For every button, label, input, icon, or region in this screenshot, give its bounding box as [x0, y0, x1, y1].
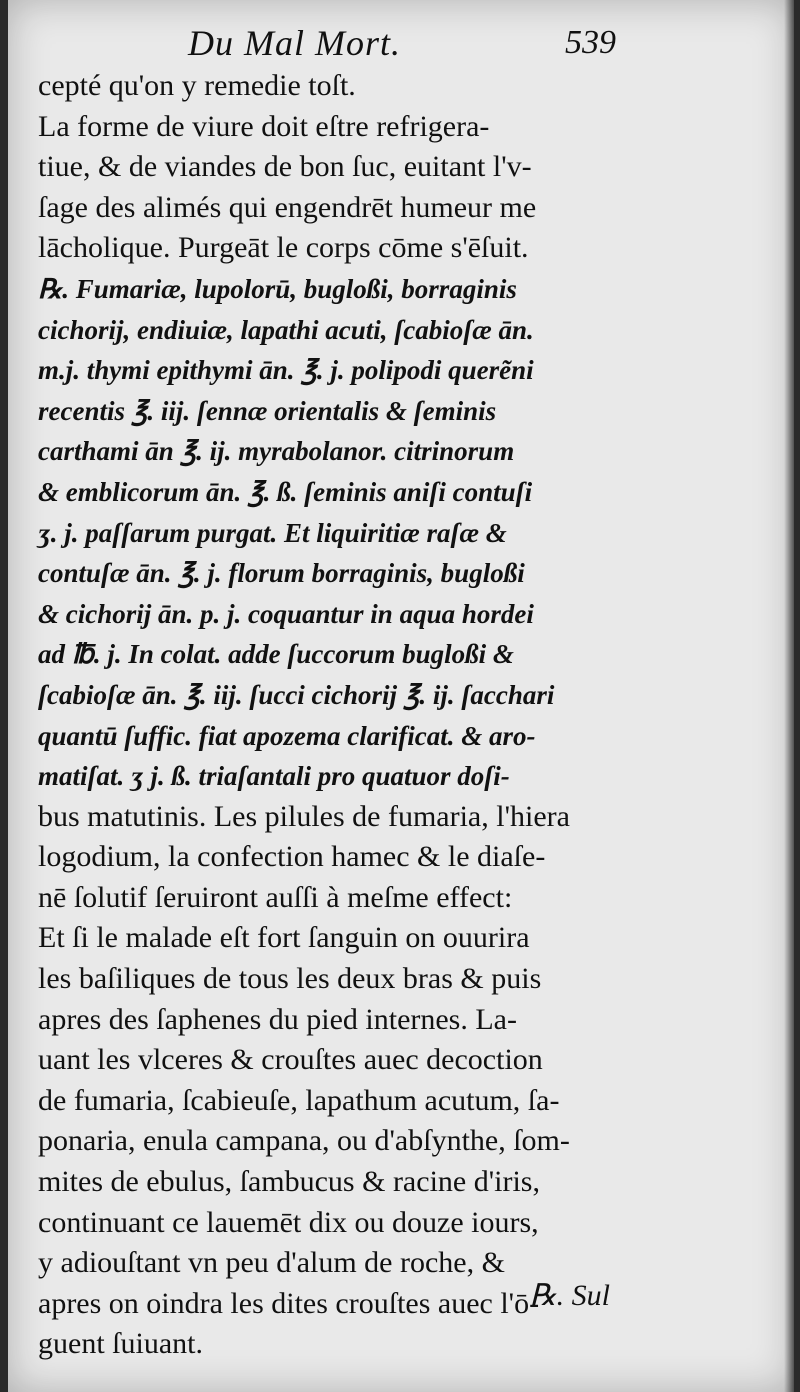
text-line: tiue, & de viandes de bon ſuc, euitant l'v- — [38, 150, 532, 184]
text-line: ponaria, enula campana, ou d'abſynthe, ſom- — [38, 1124, 570, 1158]
recipe-line: ℞. Fumariæ, lupolorū, bugloßi, borraginis — [38, 273, 517, 304]
recipe-line: quantū ſuffic. fiat apozema clarificat. & aro- — [38, 720, 536, 751]
text-line: lācholique. Purgeāt le corps cōme s'ēſuit. — [38, 231, 529, 265]
catchword: ℞. Sul — [529, 1279, 610, 1312]
page-header — [8, 22, 794, 70]
text-line: y adiouſtant vn peu d'alum de roche, & — [38, 1246, 505, 1280]
recipe-line: ʒ. j. paſſarum purgat. Et liquiritiæ raſæ & — [38, 517, 507, 548]
recipe-line: cichorij, endiuiæ, lapathi acuti, ſcabioſæ ān. — [38, 314, 534, 345]
text-line: guent ſuiuant. — [38, 1327, 203, 1361]
text-line: ſage des alimés qui engendrēt humeur me — [38, 190, 537, 224]
recipe-line: m.j. thymi epithymi ān. ℥. j. polipodi querẽni — [38, 355, 534, 386]
text-line: Et ſi le malade eſt fort ſanguin on ouurira — [38, 921, 530, 955]
running-title: Du Mal Mort. — [188, 23, 401, 63]
recipe-line: & emblicorum ān. ℥. ß. ſeminis aniſi contuſi — [38, 476, 533, 507]
text-line: de fumaria, ſcabieuſe, lapathum acutum, ſa- — [38, 1083, 560, 1117]
text-line: logodium, la confection hamec & le diaſe- — [38, 840, 546, 874]
text-line: bus matutinis. Les pilules de fumaria, l'hiera — [38, 799, 570, 833]
recipe-line: ad ℔. j. In colat. adde ſuccorum bugloßi & — [38, 639, 514, 670]
text-line: les baſiliques de tous les deux bras & puis — [38, 962, 542, 996]
text-line: apres des ſaphenes du pied internes. La- — [38, 1002, 517, 1036]
recipe-line: & cichorij ān. p. j. coquantur in aqua hordei — [38, 598, 534, 629]
text-line: cepté qu'on y remedie toſt. — [38, 69, 356, 102]
text-line: La forme de viure doit eſtre refrigera- — [38, 109, 490, 143]
recipe-line: contuſæ ān. ℥. j. florum borraginis, bugloßi — [38, 558, 525, 589]
recipe-line: recentis ℥. iij. ſennæ orientalis & ſeminis — [38, 395, 497, 426]
text-line: uant les vlceres & crouſtes auec decoction — [38, 1043, 543, 1077]
recipe-line: ſcabioſæ ān. ℥. iij. ſucci cichorij ℥. ij. ſacchari — [38, 679, 555, 710]
text-line: nē ſolutif ſeruiront auſſi à meſme effect: — [38, 880, 513, 914]
text-line: mites de ebulus, ſambucus & racine d'iris, — [38, 1165, 540, 1199]
page-edge-shadow — [784, 0, 794, 1392]
book-page — [8, 0, 794, 1392]
page-number: 539 — [565, 24, 616, 61]
text-line: continuant ce lauemēt dix ou douze iours, — [38, 1205, 539, 1239]
text-line: apres on oindra les dites crouſtes auec l'ō- — [38, 1286, 540, 1320]
body-text — [38, 66, 618, 1365]
recipe-line: carthami ān ℥. ij. myrabolanor. citrinorum — [38, 436, 515, 467]
recipe-line: matiſat. ʒ j. ß. triaſantali pro quatuor doſi- — [38, 761, 510, 792]
